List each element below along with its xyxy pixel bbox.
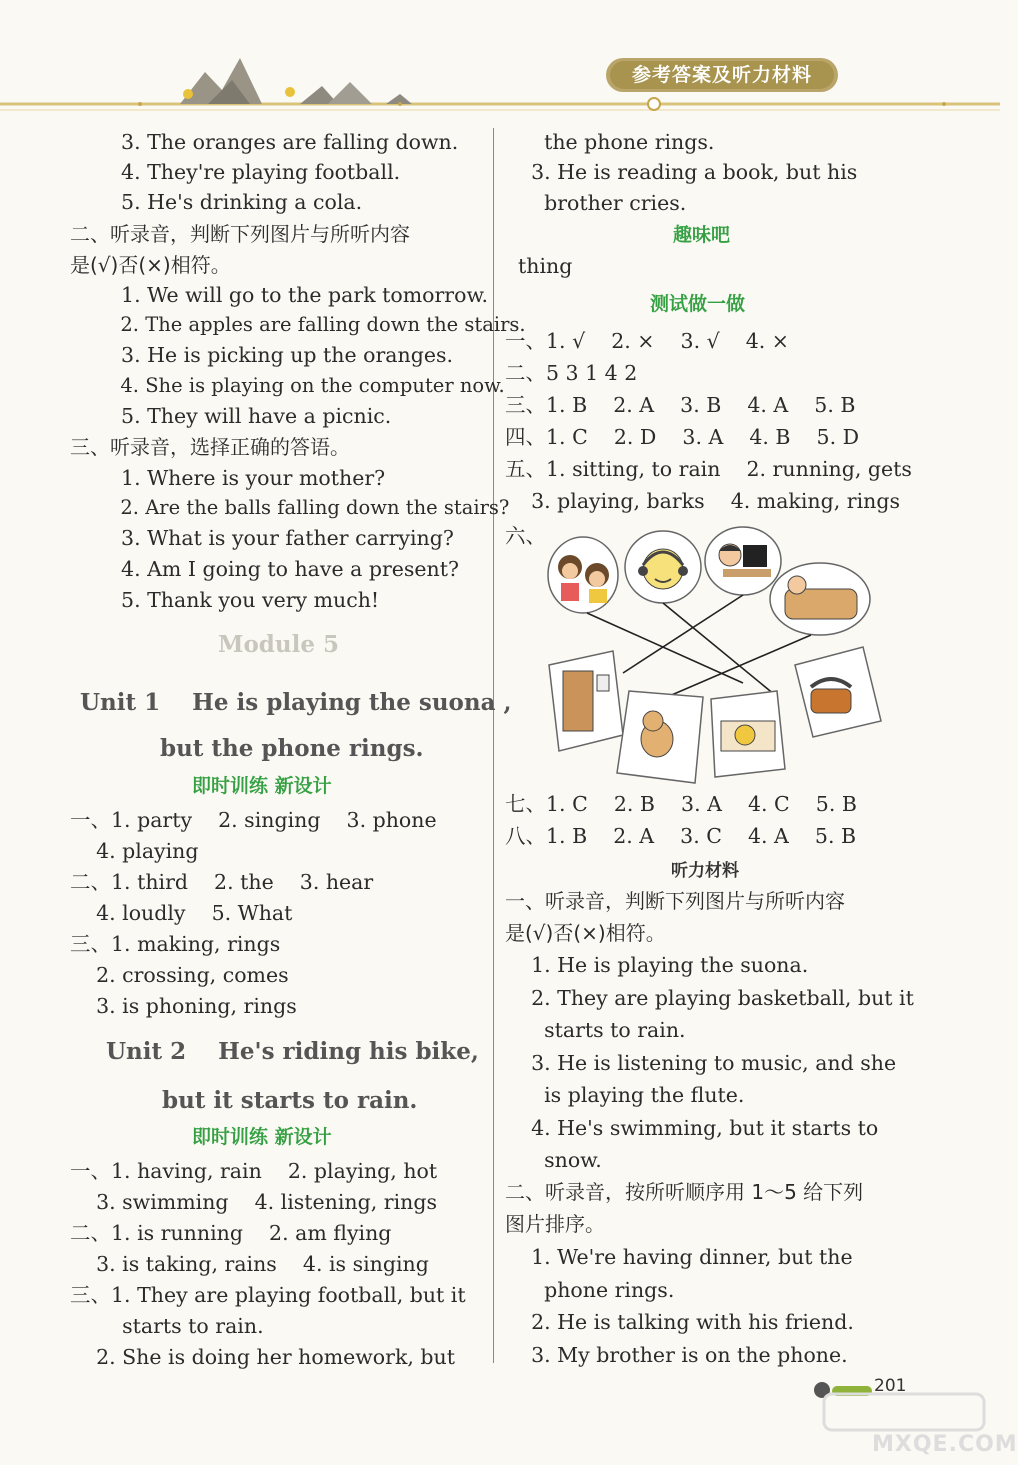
text-line: 3. He is listening to music, and she <box>505 1051 897 1075</box>
page-number: 201 <box>874 1376 907 1396</box>
section-title: 三、听录音，选择正确的答语。 <box>70 435 350 459</box>
classroom-picture <box>711 691 785 777</box>
unit-title-cont: but it starts to rain. <box>162 1087 418 1114</box>
unit-title-cont: but the phone rings. <box>160 735 424 762</box>
text-line: 3. What is your father carrying? <box>108 526 454 550</box>
answer-line: the phone rings. <box>505 130 715 154</box>
text-line: 5. Thank you very much! <box>108 588 380 612</box>
telephone-picture <box>795 647 881 737</box>
text-line: 2. Are the balls falling down the stairs? <box>108 496 510 519</box>
header-banner: 参考答案及听力材料 <box>631 64 812 86</box>
text-line: 2. They are playing basketball, but it <box>505 986 914 1010</box>
answer-line: thing <box>505 254 573 278</box>
text-line: phone rings. <box>505 1278 675 1302</box>
answer-line: 四、1. C 2. D 3. A 4. B 5. D <box>505 425 860 449</box>
answer-line: 3. swimming 4. listening, rings <box>70 1190 437 1214</box>
sleeping-picture <box>770 563 870 635</box>
text-line: 2. He is talking with his friend. <box>505 1310 854 1334</box>
unit-title: Unit 1 He is playing the suona , <box>80 689 512 716</box>
text-line: is playing the flute. <box>505 1083 745 1107</box>
listening-title: 听力材料 <box>671 861 739 881</box>
answer-line: starts to rain. <box>70 1314 264 1338</box>
answer-line: 3. He is reading a book, but his <box>505 160 858 184</box>
text-line: 4. Am I going to have a present? <box>108 557 459 581</box>
subsection-title: 测试做一做 <box>650 293 746 315</box>
answer-line: 4. playing <box>70 839 199 863</box>
boy-headphones-picture <box>625 531 701 603</box>
section-title: 二、听录音，按所听顺序用 1～5 给下列 <box>505 1180 864 1204</box>
text-line: 1. We're having dinner, but the <box>505 1245 853 1269</box>
text-line: 3. He is picking up the oranges. <box>108 343 453 367</box>
unit-title: Unit 2 He's riding his bike, <box>106 1038 479 1065</box>
text-line: 1. He is playing the suona. <box>505 953 809 977</box>
text-line: snow. <box>505 1148 602 1172</box>
answer-line: 一、1. √ 2. × 3. √ 4. × <box>505 329 789 353</box>
answer-line: 2. She is doing her homework, but <box>70 1345 455 1369</box>
text-line: 4. She is playing on the computer now. <box>108 374 505 397</box>
mountain-scenery-icon <box>0 0 1000 120</box>
text-line: 5. He's drinking a cola. <box>108 190 363 214</box>
matching-pictures-illustration <box>545 525 885 787</box>
answer-line: 三、1. B 2. A 3. B 4. A 5. B <box>505 393 856 417</box>
section-title: 二、听录音，判断下列图片与所听内容 <box>70 222 410 246</box>
section-subtitle: 是(√)否(×)相符。 <box>70 253 231 277</box>
door-picture <box>549 651 623 751</box>
answer-line: 3. is phoning, rings <box>70 994 297 1018</box>
text-line: starts to rain. <box>505 1018 686 1042</box>
answer-line: 一、1. having, rain 2. playing, hot <box>70 1159 438 1183</box>
section-title: 一、听录音，判断下列图片与所听内容 <box>505 889 845 913</box>
answer-line: 七、1. C 2. B 3. A 4. C 5. B <box>505 792 857 816</box>
answer-line: 3. playing, barks 4. making, rings <box>505 489 900 513</box>
answer-line: 六、 <box>505 524 546 548</box>
text-line: 4. They're playing football. <box>108 160 401 184</box>
text-line: 1. Where is your mother? <box>108 466 386 490</box>
computer-picture <box>705 527 781 595</box>
dog-picture <box>617 691 703 783</box>
answer-line: 二、5 3 1 4 2 <box>505 361 638 385</box>
answer-line: 一、1. party 2. singing 3. phone <box>70 808 437 832</box>
answer-line: 八、1. B 2. A 3. C 4. A 5. B <box>505 824 857 848</box>
answer-line: 2. crossing, comes <box>70 963 289 987</box>
section-subtitle: 图片排序。 <box>505 1212 605 1236</box>
module-title: Module 5 <box>218 631 339 658</box>
answer-line: 五、1. sitting, to rain 2. running, gets <box>505 457 912 481</box>
text-line: 5. They will have a picnic. <box>108 404 392 428</box>
text-line: 4. He's swimming, but it starts to <box>505 1116 879 1140</box>
section-subtitle: 是(√)否(×)相符。 <box>505 921 666 945</box>
answer-line: 三、1. They are playing football, but it <box>70 1283 466 1307</box>
subsection-title: 即时训练 新设计 <box>192 1126 332 1148</box>
text-line: 3. My brother is on the phone. <box>505 1343 848 1367</box>
girls-picture <box>548 537 618 613</box>
answer-line: brother cries. <box>505 191 687 215</box>
answer-line: 二、1. third 2. the 3. hear <box>70 870 374 894</box>
answer-line: 三、1. making, rings <box>70 932 281 956</box>
answer-line: 4. loudly 5. What <box>70 901 293 925</box>
subsection-title: 趣味吧 <box>673 224 731 246</box>
answer-line: 3. is taking, rains 4. is singing <box>70 1252 429 1276</box>
answer-line: 二、1. is running 2. am flying <box>70 1221 392 1245</box>
watermark-text: MXQE.COM <box>872 1432 1018 1457</box>
page-header <box>0 0 1000 120</box>
text-line: 1. We will go to the park tomorrow. <box>108 283 489 307</box>
text-line: 3. The oranges are falling down. <box>108 130 459 154</box>
text-line: 2. The apples are falling down the stairs. <box>108 313 526 336</box>
subsection-title: 即时训练 新设计 <box>192 775 332 797</box>
